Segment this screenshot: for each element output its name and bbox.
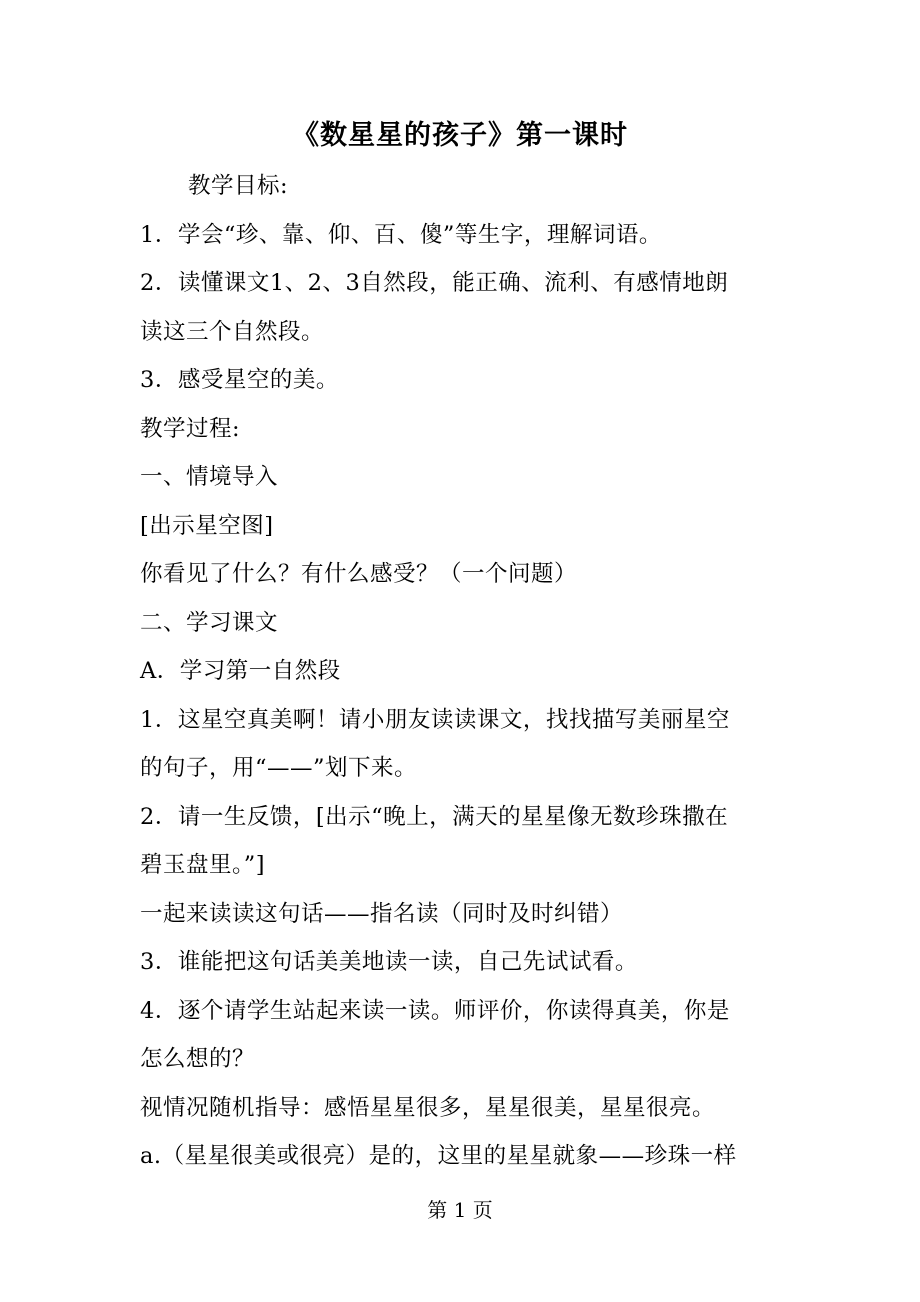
text-line: A．学习第一自然段 <box>140 658 341 684</box>
page-number: 第 1 页 <box>427 1198 493 1222</box>
text-line: 1．学会“珍、靠、仰、百、傻”等生字，理解词语。 <box>140 221 662 248</box>
text-line: 一、情境导入 <box>140 464 279 490</box>
text-line: 2．读懂课文1、2、3自然段，能正确、流利、有感情地朗 <box>140 270 729 296</box>
text-line: 教学目标: <box>188 173 289 199</box>
text-line: 的句子，用“——”划下来。 <box>140 755 418 781</box>
text-line: 3．感受星空的美。 <box>140 367 339 393</box>
text-line: 一起来读读这句话——指名读（同时及时纠错） <box>140 900 624 927</box>
text-line: 3．谁能把这句话美美地读一读，自己先试试看。 <box>140 949 638 975</box>
text-line: [出示星空图] <box>140 512 274 539</box>
text-line: 1．这星空真美啊！请小朋友读读课文，找找描写美丽星空 <box>140 706 730 733</box>
text-line: 你看见了什么？有什么感受？（一个问题） <box>140 561 578 587</box>
text-line: 二、学习课文 <box>140 609 279 636</box>
text-line: 读这三个自然段。 <box>140 318 325 345</box>
text-line: 2．请一生反馈，[出示“晚上，满天的星星像无数珍珠撒在 <box>140 803 729 830</box>
text-line: 怎么想的？ <box>140 1046 256 1072</box>
text-line: 教学过程: <box>140 415 241 442</box>
text-line: 4．逐个请学生站起来读一读。师评价，你读得真美，你是 <box>140 997 730 1024</box>
text-line: 视情况随机指导：感悟星星很多，星星很美，星星很亮。 <box>140 1094 716 1121</box>
page-title: 《数星星的孩子》第一课时 <box>292 120 628 151</box>
text-line: 碧玉盘里。”] <box>140 852 266 878</box>
text-line: a.（星星很美或很亮）是的，这里的星星就象——珍珠一样 <box>140 1143 737 1169</box>
document-body <box>140 162 785 1181</box>
